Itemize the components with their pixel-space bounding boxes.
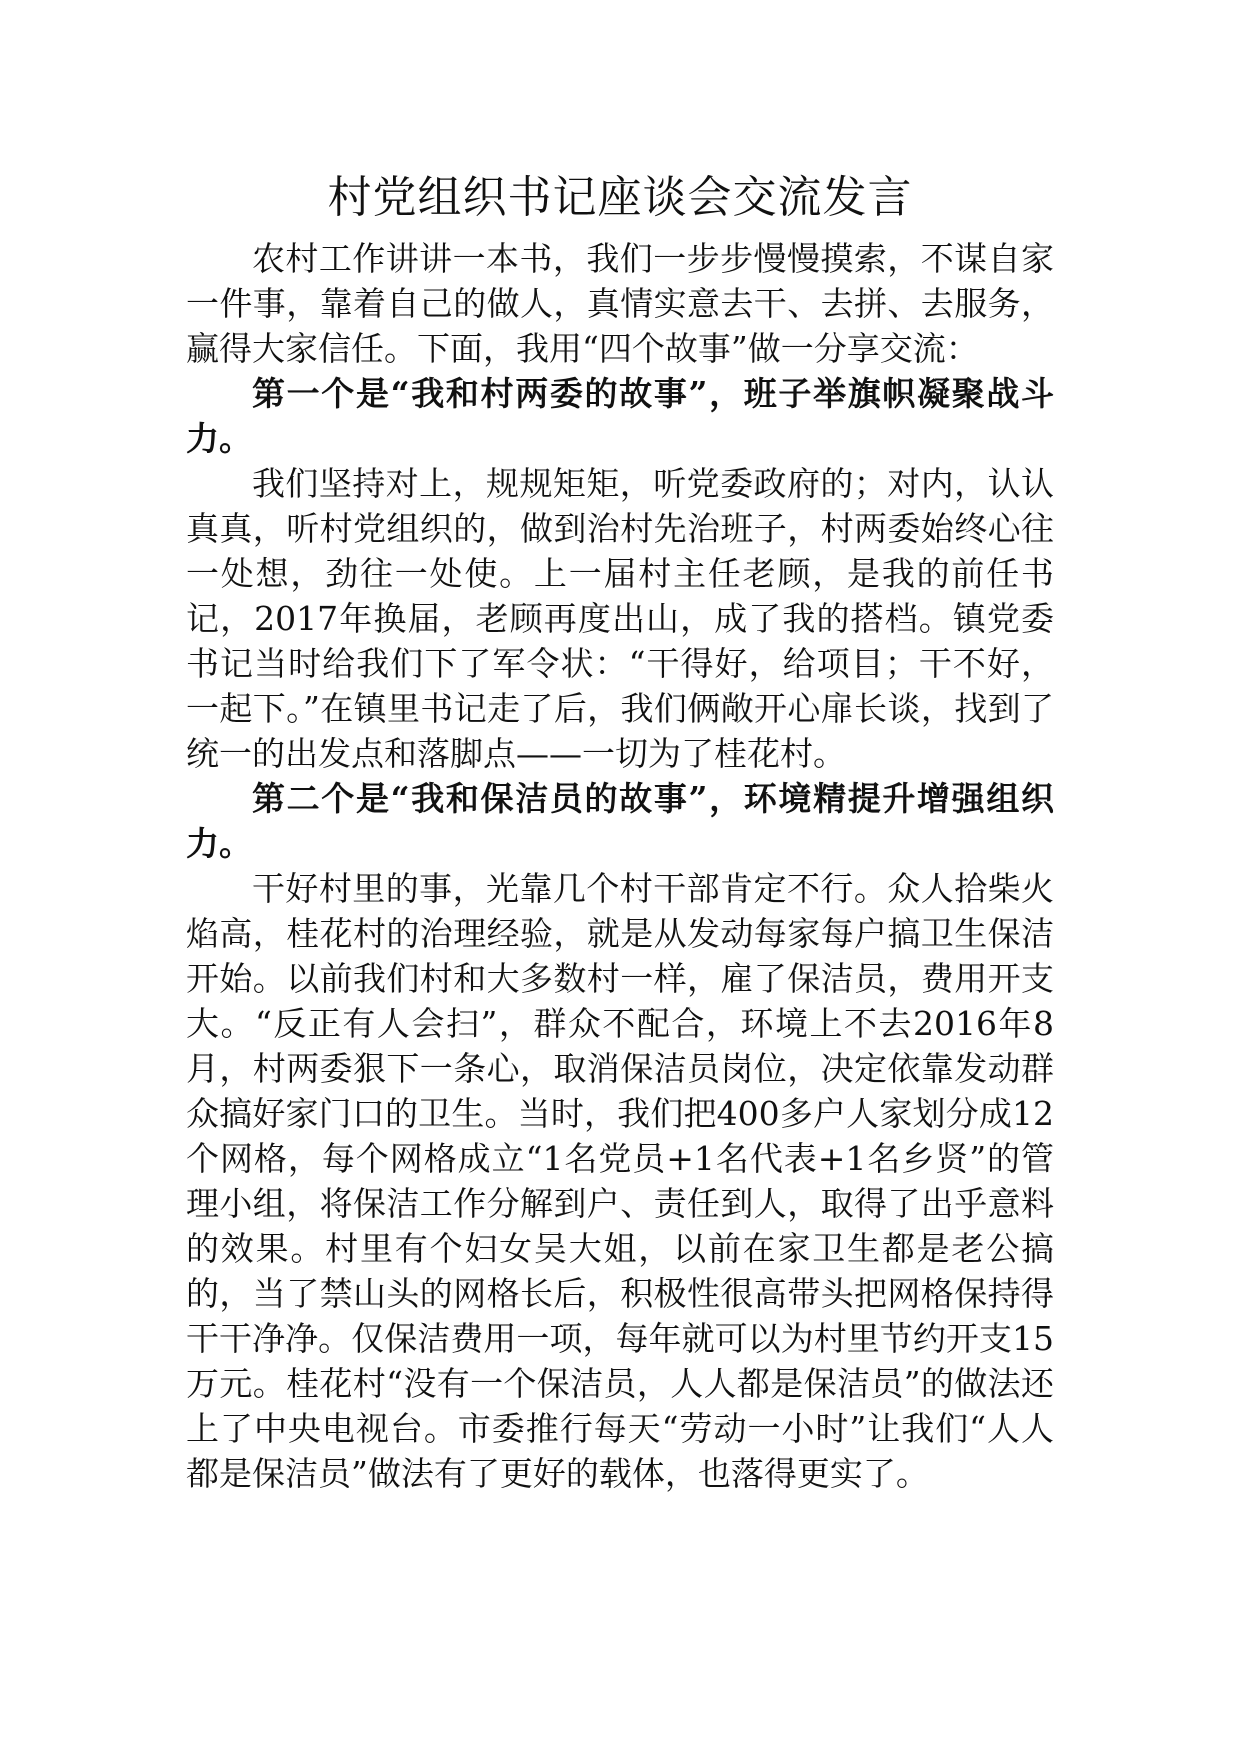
section-heading-2: 第二个是“我和保洁员的故事”，环境精提升增强组织力。: [186, 779, 1054, 863]
document-title: 村党组织书记座谈会交流发言: [327, 172, 913, 223]
paragraph-intro: 农村工作讲讲一本书，我们一步步慢慢摸索，不谋自家一件事，靠着自己的做人，真情实意去干、去拼、去服务，赢得大家信任。下面，我用“四个故事”做一分享交流：: [186, 239, 1054, 368]
section-heading-1: 第一个是“我和村两委的故事”，班子举旗帜凝聚战斗力。: [186, 374, 1054, 458]
paragraph-story-1: 我们坚持对上，规规矩矩，听党委政府的；对内，认认真真，听村党组织的，做到治村先治班子，村两委始终心往一处想，劲往一处使。上一届村主任老顾，是我的前任书记，2017年换届，老顾再度出山，成了我的搭档。镇党委书记当时给我们下了军令状：“干得好，给项目；干不好，一起下。”在镇里书记走了后，我们俩敞开心扉长谈，找到了统一的出发点和落脚点——一切为了桂花村。: [186, 464, 1054, 773]
document-page: [186, 168, 1054, 1496]
paragraph-story-2: 干好村里的事，光靠几个村干部肯定不行。众人拾柴火焰高，桂花村的治理经验，就是从发动每家每户搞卫生保洁开始。以前我们村和大多数村一样，雇了保洁员，费用开支大。“反正有人会扫”，群众不配合，环境上不去2016年8月，村两委狠下一条心，取消保洁员岗位，决定依靠发动群众搞好家门口的卫生。当时，我们把400多户人家划分成12个网格，每个网格成立“1名党员+1名代表+1名乡贤”的管理小组，将保洁工作分解到户、责任到人，取得了出乎意料的效果。村里有个妇女吴大姐，以前在家卫生都是老公搞的，当了禁山头的网格长后，积极性很高带头把网格保持得干干净净。仅保洁费用一项，每年就可以为村里节约开支15万元。桂花村“没有一个保洁员，人人都是保洁员”的做法还上了中央电视台。市委推行每天“劳动一小时”让我们“人人都是保洁员”做法有了更好的载体，也落得更实了。: [186, 869, 1054, 1493]
